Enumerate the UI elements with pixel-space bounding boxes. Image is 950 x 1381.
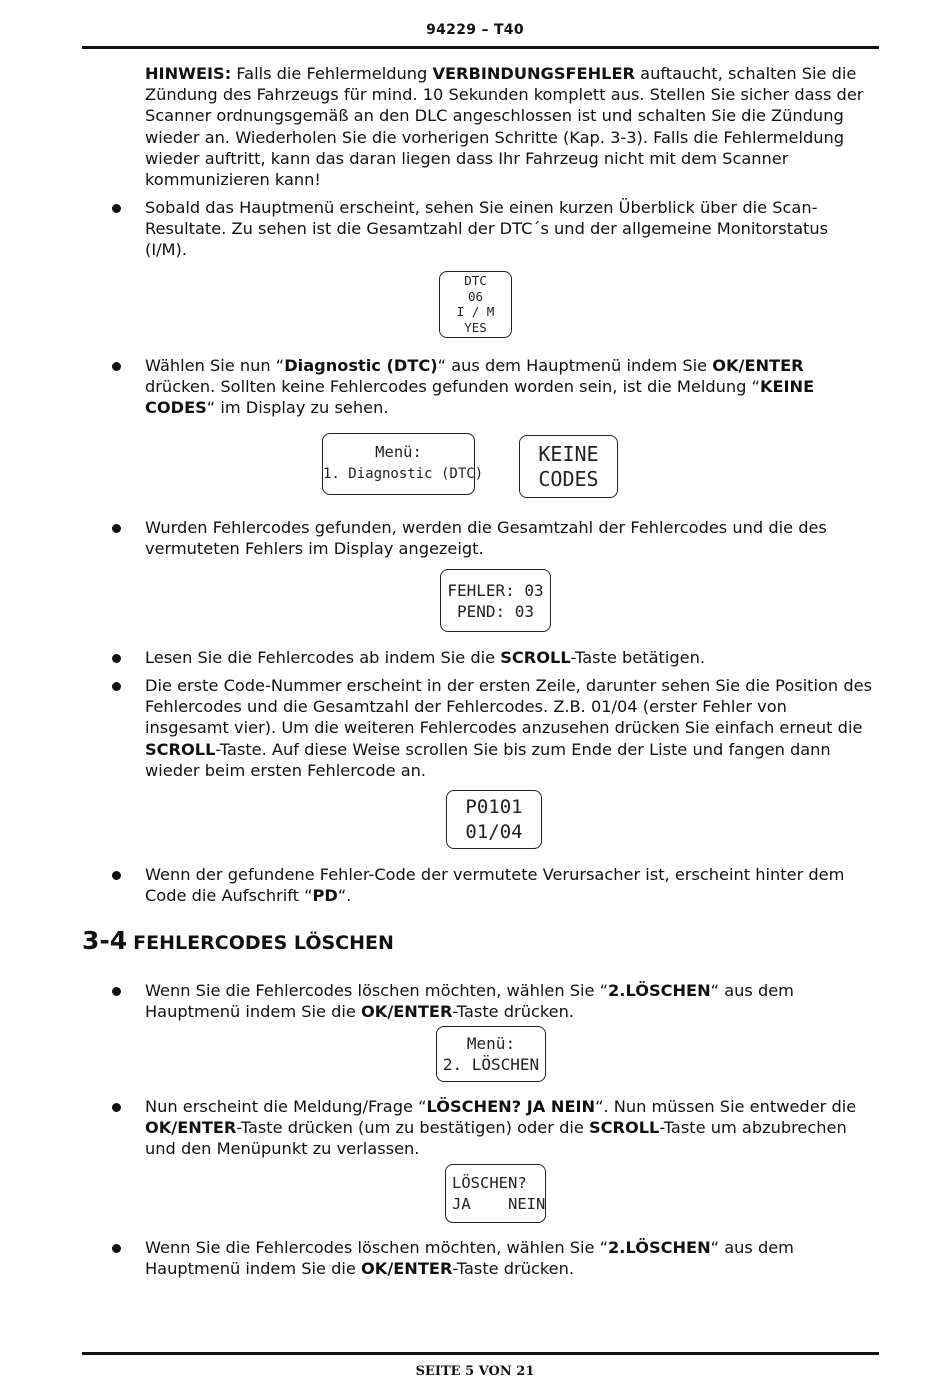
bold-text: SCROLL [145, 739, 216, 759]
bullet-icon [112, 982, 124, 994]
section-title: FEHLERCODES LÖSCHEN [133, 932, 394, 954]
bold-text: OK/ENTER [361, 1002, 453, 1022]
section-heading [82, 926, 394, 955]
bullet-icon [112, 649, 124, 661]
lcd-line: KEINE [538, 442, 599, 466]
bullet-text-diagnostic [145, 355, 875, 419]
note-text-2: auftaucht, schalten Sie die Zündung des Fahrzeugs für mind. 10 Sekunden komplett aus. Stellen Sie sicher dass der Scanner ordnungsgemäß an den DLC angeschlossen ist und schalten Sie die Zündung wieder an. Wiederholen Sie die vorherigen Schritte (Kap. 3-3). Falls die Fehlermeldung wieder auftritt, kann das daran liegen dass Ihr Fahrzeug nicht mit dem Scanner kommunizieren kann! [145, 64, 864, 190]
bullet-icon [112, 199, 124, 211]
bold-text: Diagnostic (DTC) [284, 356, 438, 375]
bold-text: SCROLL [500, 648, 571, 667]
bullet-text-codes-found: Wurden Fehlercodes gefunden, werden die Gesamtzahl der Fehlercodes und die des vermuteten Fehlers im Display angezeigt. [145, 518, 827, 559]
text: Die erste Code-Nummer erscheint in der ersten Zeile, darunter sehen Sie die Position des Fehlercodes und die Gesamtzahl der Fehlercodes. Z.B. 01/04 (erster Fehler von insgesamt vier). Um die weiteren Fehlercodes anzusehen drücken Sie einfach erneut die [145, 676, 873, 738]
bullet-text-overview: Sobald das Hauptmenü erscheint, sehen Sie einen kurzen Überblick über die Scan-Resultate. Zu sehen ist die Gesamtzahl der DTC´s und der allgemeine Monitorstatus (I/M). [145, 198, 829, 260]
lcd-line: PEND: 03 [456, 602, 535, 621]
text: -Taste drücken. [452, 1259, 575, 1279]
text: “ aus dem Hauptmenü indem Sie [437, 356, 713, 375]
lcd-fehler-count [440, 569, 551, 632]
text: -Taste drücken. [452, 1002, 575, 1022]
lcd-confirm-delete [445, 1164, 546, 1223]
page-header: 94229 – T40 [426, 22, 524, 38]
footer-rule [82, 1352, 879, 1355]
text: “ im Display zu sehen. [206, 398, 389, 418]
lcd-line: LÖSCHEN? [452, 1174, 527, 1192]
text: Wenn Sie die Fehlercodes löschen möchten, wählen Sie “ [145, 1238, 609, 1257]
bold-text: OK/ENTER [712, 356, 804, 375]
page-footer: SEITE 5 VON 21 [415, 1364, 535, 1379]
lcd-line: JA NEIN [452, 1195, 546, 1213]
lcd-menu-diagnostic [322, 433, 484, 495]
lcd-line: CODES [538, 467, 599, 491]
text: Wenn Sie die Fehlercodes löschen möchten, wählen Sie “ [145, 981, 609, 1000]
bold-text: 2.LÖSCHEN [608, 1238, 711, 1257]
note-bold: VERBINDUNGSFEHLER [432, 64, 635, 83]
bullet-icon [112, 1239, 124, 1251]
lcd-line: FEHLER: 03 [447, 581, 544, 600]
bullet-text-delete [145, 980, 875, 1022]
bullet-text-delete-repeat [145, 1237, 875, 1279]
lcd-line: P0101 [465, 796, 523, 818]
lcd-line: 2. LÖSCHEN [442, 1055, 540, 1074]
bullet-icon [112, 677, 124, 689]
bold-text: SCROLL [588, 1118, 660, 1138]
text: -Taste betätigen. [570, 648, 706, 667]
bullet-icon [112, 357, 124, 369]
lcd-line: YES [464, 319, 487, 335]
lcd-line: 06 [467, 288, 484, 304]
text: “. Nun müssen Sie entweder die [595, 1097, 857, 1116]
note-paragraph [145, 63, 875, 190]
text: drücken. Sollten keine Fehlercodes gefunden worden sein, ist die Meldung “ [145, 377, 760, 397]
text: Wenn der gefundene Fehler-Code der vermutete Verursacher ist, erscheint hinter dem Code die Aufschrift “ [145, 865, 845, 906]
bold-text: PD [312, 886, 338, 906]
bold-text: OK/ENTER [145, 1118, 237, 1138]
text: Wählen Sie nun “ [145, 356, 285, 375]
lcd-line: Menü: [466, 1034, 516, 1053]
note-label: HINWEIS: [145, 64, 232, 83]
lcd-line: 1. Diagnostic (DTC) [323, 466, 484, 482]
lcd-line: DTC [464, 273, 487, 288]
lcd-code-p0101 [446, 790, 542, 849]
lcd-line: I / M [456, 304, 495, 319]
section-number: 3-4 [82, 926, 128, 955]
text: “ aus dem Hauptmenü indem Sie die [145, 981, 794, 1022]
lcd-line: Menü: [375, 443, 422, 461]
text: Lesen Sie die Fehlercodes ab indem Sie die [145, 648, 501, 667]
bold-text: LÖSCHEN? JA NEIN [426, 1097, 596, 1116]
bullet-icon [112, 519, 124, 531]
bullet-icon [112, 1098, 124, 1110]
text: -Taste. Auf diese Weise scrollen Sie bis zum Ende der Liste und fangen dann wieder beim ersten Fehlercode an. [145, 739, 831, 780]
bold-text: OK/ENTER [361, 1259, 453, 1279]
bullet-text-code-number [145, 675, 875, 781]
note-text: Falls die Fehlermeldung [231, 64, 433, 83]
bold-text: KEINE CODES [145, 377, 815, 418]
text: -Taste um abzubrechen und den Menüpunkt zu verlassen. [145, 1118, 847, 1159]
lcd-line: 01/04 [465, 821, 523, 843]
bullet-icon [112, 866, 124, 878]
lcd-menu-loeschen [436, 1026, 546, 1082]
lcd-main-summary [439, 271, 512, 338]
bullet-text-scroll [145, 647, 875, 668]
lcd-no-codes [519, 435, 618, 498]
bold-text: 2.LÖSCHEN [608, 981, 711, 1000]
text: “. [337, 886, 352, 906]
header-rule [82, 46, 879, 49]
bullet-text-pd [145, 864, 875, 906]
text: Nun erscheint die Meldung/Frage “ [145, 1097, 427, 1116]
text: “ aus dem Hauptmenü indem Sie die [145, 1238, 794, 1279]
bullet-text-confirm [145, 1096, 875, 1160]
text: -Taste drücken (um zu bestätigen) oder die [236, 1118, 589, 1138]
